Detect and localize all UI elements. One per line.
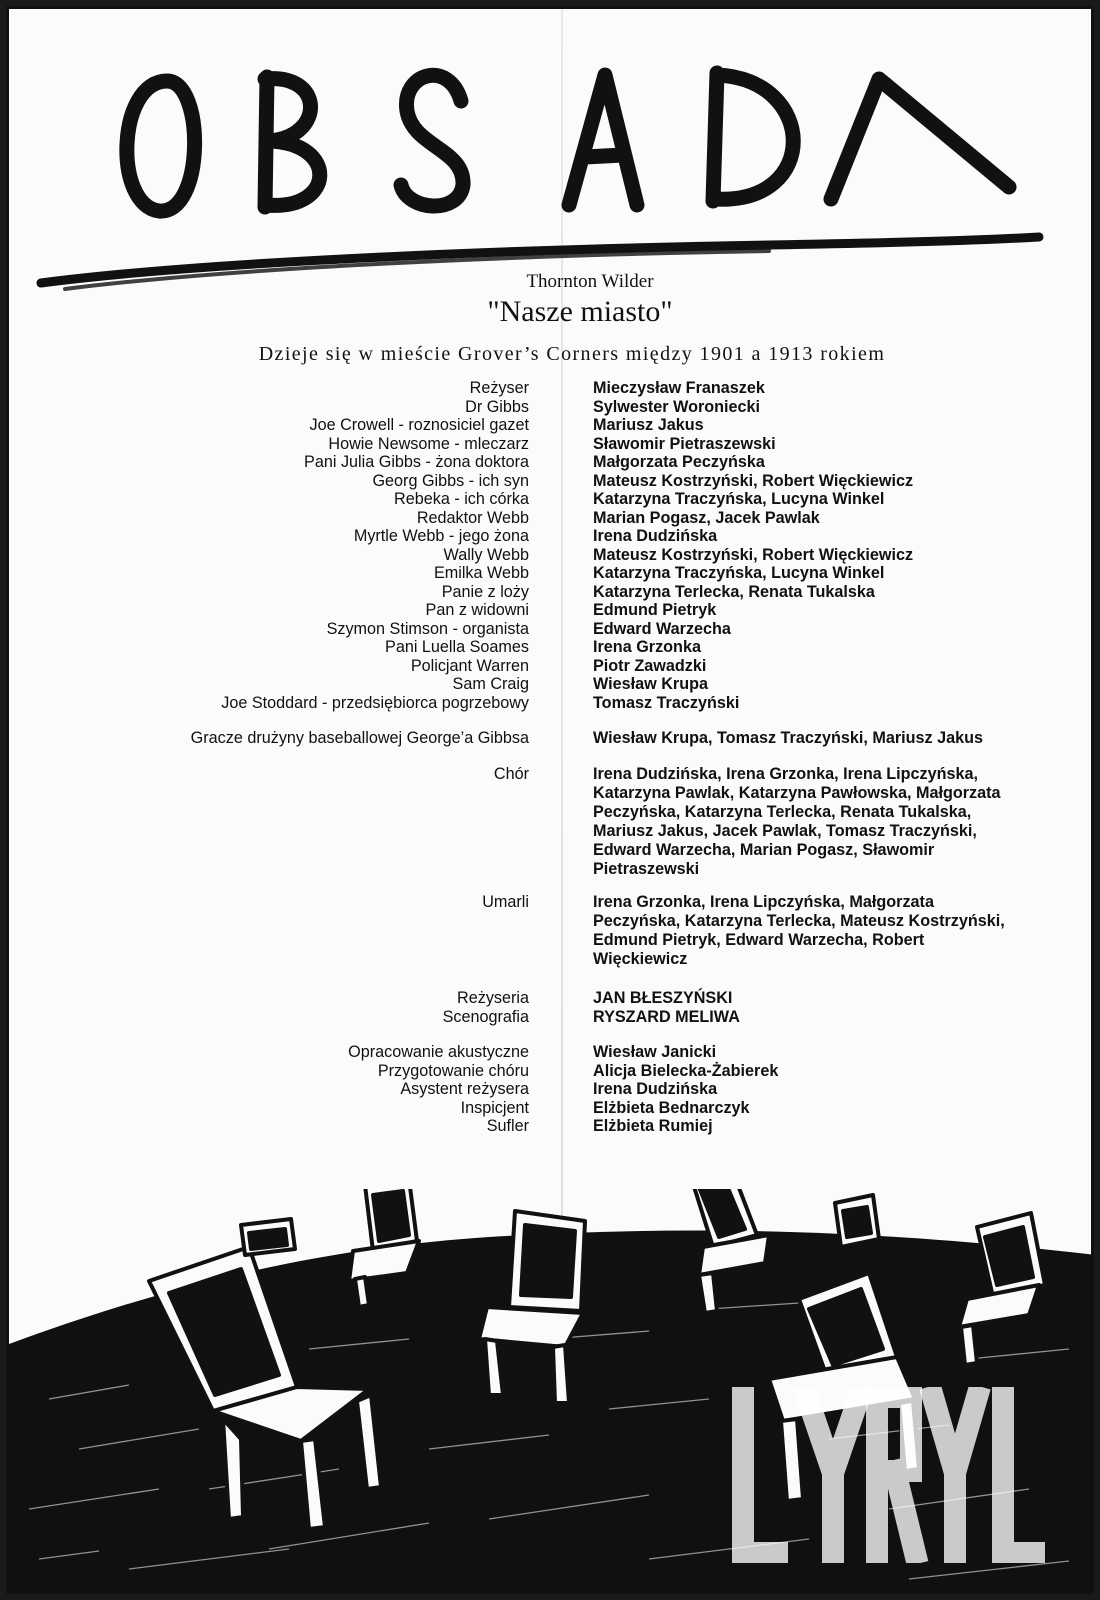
role-label: Howie Newsome - mleczarz bbox=[328, 434, 529, 453]
performer-line: Katarzyna Traczyńska, Lucyna Winkel bbox=[593, 564, 885, 582]
performer-name bbox=[593, 675, 1063, 694]
performer-line: Elżbieta Bednarczyk bbox=[593, 1098, 750, 1117]
role-label: Umarli bbox=[482, 893, 529, 911]
performer-line: Edward Warzecha bbox=[593, 619, 731, 638]
role-label: Wally Webb bbox=[443, 545, 529, 564]
performer-line: Mariusz Jakus, Jacek Pawlak, Tomasz Traczyński, bbox=[593, 822, 977, 840]
performer-name bbox=[593, 472, 1063, 491]
performer-name bbox=[593, 398, 1063, 417]
performer-name bbox=[593, 1080, 1063, 1099]
role-label: Gracze drużyny baseballowej George’a Gibbsa bbox=[190, 729, 529, 747]
performer-name bbox=[593, 583, 1063, 602]
performer-name bbox=[593, 546, 1063, 565]
performer-name bbox=[593, 564, 1063, 583]
performer-name bbox=[593, 416, 1063, 435]
role-label: Redaktor Webb bbox=[416, 508, 529, 527]
performer-line: Irena Grzonka, Irena Lipczyńska, Małgorzata bbox=[593, 893, 934, 911]
performer-line: Katarzyna Terlecka, Renata Tukalska bbox=[593, 582, 875, 601]
performer-line: Katarzyna Pawlak, Katarzyna Pawłowska, Małgorzata bbox=[593, 784, 1001, 802]
role-label: Sam Craig bbox=[452, 675, 529, 693]
performer-line: Elżbieta Rumiej bbox=[593, 1117, 713, 1135]
role-label: Pan z widowni bbox=[425, 601, 529, 619]
role-label: Chór bbox=[493, 765, 529, 783]
performer-name bbox=[593, 694, 1063, 713]
performer-line: Irena Dudzińska, Irena Grzonka, Irena Lipczyńska, bbox=[593, 765, 979, 783]
performer-line: Katarzyna Traczyńska, Lucyna Winkel bbox=[593, 490, 885, 508]
performer-name bbox=[593, 729, 1063, 748]
title-lettering bbox=[9, 9, 1094, 309]
performer-line: Wiesław Krupa, Tomasz Traczyński, Mariusz Jakus bbox=[593, 729, 984, 747]
performer-name bbox=[593, 638, 1063, 657]
performer-name bbox=[593, 989, 1063, 1008]
role-label: Policjant Warren bbox=[410, 656, 529, 675]
role-label: Rebeka - ich córka bbox=[394, 490, 529, 508]
role-label: Reżyseria bbox=[457, 989, 529, 1007]
role-label: Reżyser bbox=[469, 379, 529, 397]
role-label: Dr Gibbs bbox=[465, 397, 529, 416]
performer-line: Peczyńska, Katarzyna Terlecka, Renata Tukalska, bbox=[593, 803, 972, 821]
performer-name bbox=[593, 527, 1063, 546]
performer-name bbox=[593, 620, 1063, 639]
role-label: Scenografia bbox=[442, 1007, 529, 1026]
role-label: Pani Luella Soames bbox=[385, 638, 529, 656]
performer-line: Tomasz Traczyński bbox=[593, 693, 740, 712]
role-label: Opracowanie akustyczne bbox=[348, 1043, 529, 1061]
performer-name bbox=[593, 1062, 1063, 1081]
performer-name bbox=[593, 1099, 1063, 1118]
role-label: Myrtle Webb - jego żona bbox=[353, 527, 529, 545]
role-label: Przygotowanie chóru bbox=[377, 1061, 529, 1080]
performer-name bbox=[593, 1117, 1063, 1136]
performer-name bbox=[593, 509, 1063, 528]
performer-name bbox=[593, 490, 1063, 509]
performer-line: Edmund Pietryk, Edward Warzecha, Robert bbox=[593, 931, 925, 949]
performer-line: Edward Warzecha, Marian Pogasz, Sławomir bbox=[593, 841, 935, 859]
performer-line: Edmund Pietryk bbox=[593, 601, 717, 619]
performer-line: Peczyńska, Katarzyna Terlecka, Mateusz Kostrzyński, bbox=[593, 912, 1005, 930]
role-label: Emilka Webb bbox=[433, 564, 529, 582]
performer-line: Sylwester Woroniecki bbox=[593, 397, 761, 416]
performer-name bbox=[593, 893, 1063, 969]
performer-line: Marian Pogasz, Jacek Pawlak bbox=[593, 508, 820, 527]
performer-name bbox=[593, 765, 1063, 879]
performer-line: Wiesław Janicki bbox=[593, 1043, 717, 1061]
performer-line: Więckiewicz bbox=[593, 950, 688, 968]
performer-line: RYSZARD MELIWA bbox=[593, 1007, 740, 1026]
performer-name bbox=[593, 435, 1063, 454]
play-author: Thornton Wilder bbox=[526, 271, 654, 292]
performer-name bbox=[593, 1008, 1063, 1027]
performer-name bbox=[593, 453, 1063, 472]
play-setting: Dzieje się w mieście Grover’s Corners między 1901 a 1913 rokiem bbox=[258, 343, 886, 365]
role-label: Georg Gibbs - ich syn bbox=[372, 471, 529, 490]
performer-name bbox=[593, 1043, 1063, 1062]
performer-line: Irena Dudzińska bbox=[593, 1080, 718, 1098]
role-label: Joe Stoddard - przedsiębiorca pogrzebowy bbox=[221, 693, 529, 712]
role-label: Szymon Stimson - organista bbox=[326, 619, 529, 638]
performer-line: Małgorzata Peczyńska bbox=[593, 453, 765, 471]
role-label: Pani Julia Gibbs - żona doktora bbox=[304, 453, 529, 471]
role-label: Sufler bbox=[486, 1117, 529, 1135]
role-label: Inspicjent bbox=[460, 1098, 529, 1117]
role-label: Asystent reżysera bbox=[400, 1080, 529, 1098]
performer-name bbox=[593, 601, 1063, 620]
role-label: Panie z loży bbox=[441, 582, 529, 601]
performer-line: Piotr Zawadzki bbox=[593, 656, 707, 675]
performer-name bbox=[593, 657, 1063, 676]
performer-line: JAN BŁESZYŃSKI bbox=[593, 989, 733, 1007]
performer-line: Alicja Bielecka-Żabierek bbox=[593, 1061, 779, 1080]
performer-line: Irena Dudzińska bbox=[593, 527, 718, 545]
program-page bbox=[6, 6, 1094, 1594]
performer-line: Irena Grzonka bbox=[593, 638, 701, 656]
performer-line: Sławomir Pietraszewski bbox=[593, 434, 776, 453]
play-title: "Nasze miasto" bbox=[487, 295, 673, 328]
performer-line: Mateusz Kostrzyński, Robert Więckiewicz bbox=[593, 545, 914, 564]
performer-line: Mariusz Jakus bbox=[593, 416, 704, 434]
performer-name bbox=[593, 379, 1063, 398]
performer-line: Wiesław Krupa bbox=[593, 675, 708, 693]
role-label: Joe Crowell - roznosiciel gazet bbox=[309, 416, 529, 434]
performer-line: Pietraszewski bbox=[593, 860, 700, 878]
watermark-logo bbox=[725, 1387, 1045, 1563]
performer-line: Mieczysław Franaszek bbox=[593, 379, 765, 397]
performer-line: Mateusz Kostrzyński, Robert Więckiewicz bbox=[593, 471, 914, 490]
